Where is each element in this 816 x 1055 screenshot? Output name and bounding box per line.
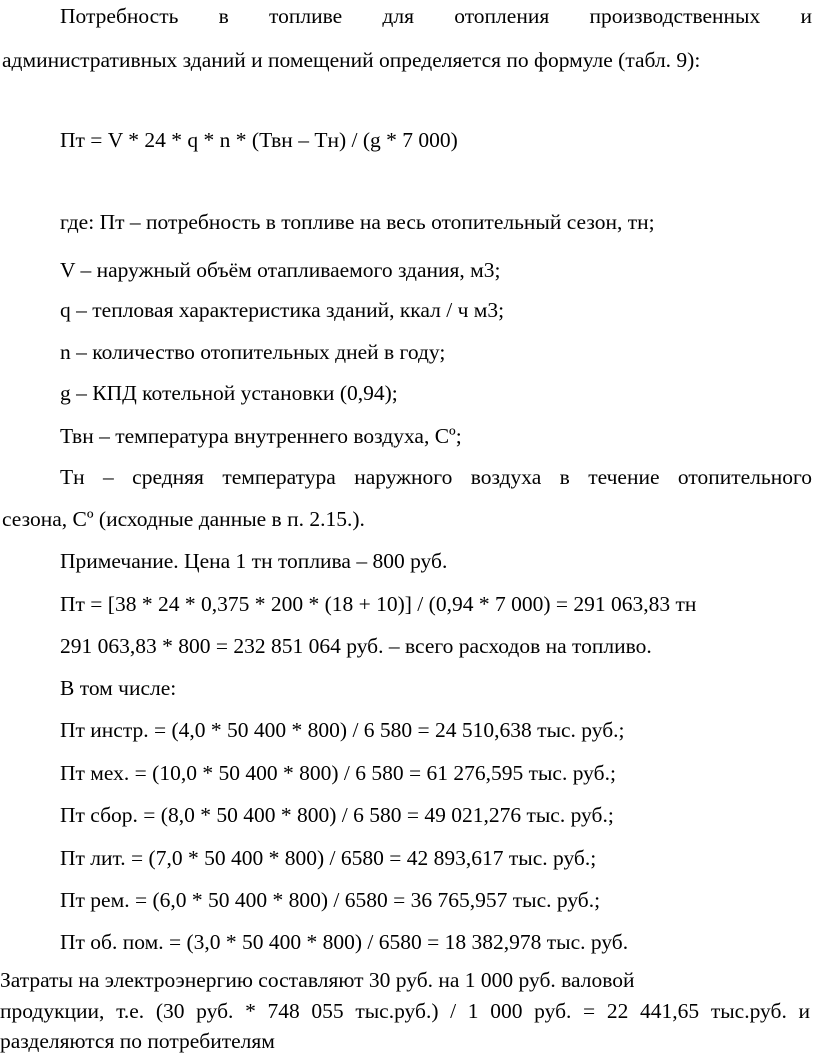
definition-line: где: Пт – потребность в топливе на весь отопительный сезон, тн;: [60, 210, 655, 234]
definition-line: n – количество отопительных дней в году;: [60, 340, 446, 364]
definition-line: Твн – температура внутреннего воздуха, Сº;: [60, 424, 462, 448]
including-heading: В том числе:: [60, 676, 177, 700]
breakdown-line: Пт об. пом. = (3,0 * 50 400 * 800) / 6580 = 18 382,978 тыс. руб.: [60, 930, 629, 954]
tn-definition-line-1: Тн – средняя температура наружного воздуха в течение отопительного: [60, 465, 812, 489]
breakdown-line: Пт лит. = (7,0 * 50 400 * 800) / 6580 = 42 893,617 тыс. руб.;: [60, 846, 597, 870]
intro-line-2: административных зданий и помещений определяется по формуле (табл. 9):: [2, 48, 701, 72]
breakdown-line: Пт мех. = (10,0 * 50 400 * 800) / 6 580 = 61 276,595 тыс. руб.;: [60, 761, 616, 785]
heating-fuel-formula: Пт = V * 24 * q * n * (Твн – Тн) / (g * 7 000): [60, 128, 458, 152]
electricity-line-3: разделяются по потребителям: [0, 1029, 275, 1053]
total-fuel-calculation: Пт = [38 * 24 * 0,375 * 200 * (18 + 10)] / (0,94 * 7 000) = 291 063,83 тн: [60, 592, 697, 616]
breakdown-line: Пт сбор. = (8,0 * 50 400 * 800) / 6 580 = 49 021,276 тыс. руб.;: [60, 803, 614, 827]
intro-line-1: Потребность в топливе для отопления производственных и: [60, 4, 812, 28]
breakdown-line: Пт рем. = (6,0 * 50 400 * 800) / 6580 = 36 765,957 тыс. руб.;: [60, 888, 601, 912]
fuel-price-note: Примечание. Цена 1 тн топлива – 800 руб.: [60, 549, 448, 573]
total-fuel-cost: 291 063,83 * 800 = 232 851 064 руб. – всего расходов на топливо.: [60, 634, 652, 658]
definition-line: g – КПД котельной установки (0,94);: [60, 381, 398, 405]
definition-line: V – наружный объём отапливаемого здания, м3;: [60, 258, 501, 282]
tn-definition-line-2: сезона, Сº (исходные данные в п. 2.15.).: [2, 507, 365, 531]
electricity-line-2: продукции, т.е. (30 руб. * 748 055 тыс.руб.) / 1 000 руб. = 22 441,65 тыс.руб. и: [0, 999, 810, 1023]
definition-line: q – тепловая характеристика зданий, ккал / ч м3;: [60, 298, 505, 322]
breakdown-line: Пт инстр. = (4,0 * 50 400 * 800) / 6 580 = 24 510,638 тыс. руб.;: [60, 718, 625, 742]
electricity-line-1: Затраты на электроэнергию составляют 30 руб. на 1 000 руб. валовой: [0, 968, 635, 992]
